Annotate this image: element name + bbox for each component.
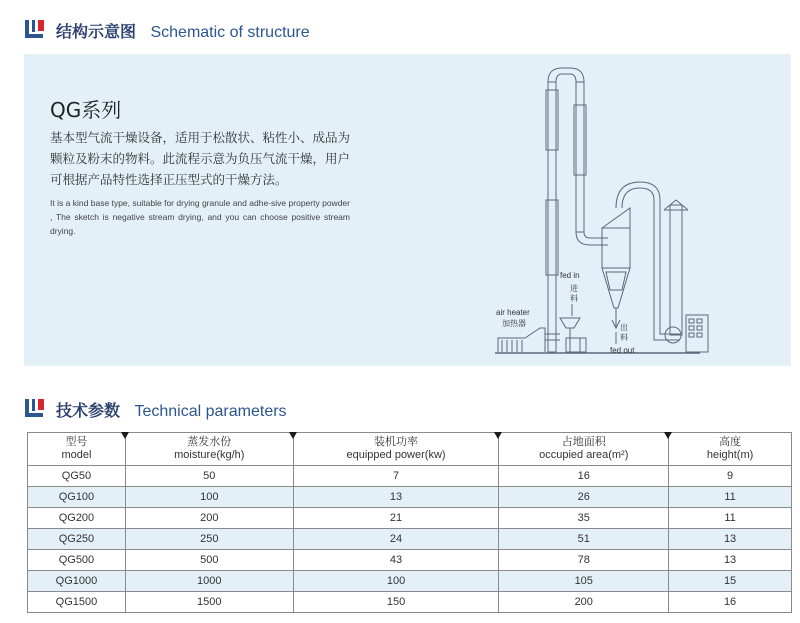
structure-title-en: Schematic of structure <box>150 24 310 41</box>
description-en: It is a kind base type, suitable for drying granule and adhe-sive property powder , The sketch is negative stream drying, and you can choose positive stream drying. <box>50 198 350 236</box>
structure-title-cn: 结构示意图 <box>56 22 137 41</box>
fed-out-label-cn-1: 出 <box>620 323 628 332</box>
cell-height: 15 <box>669 571 792 592</box>
exhaust-stack-shape <box>670 205 682 335</box>
cell-area: 200 <box>499 592 669 613</box>
product-series-title: QG系列 <box>50 98 122 122</box>
cyclone-shape <box>602 208 630 308</box>
cell-area: 51 <box>499 529 669 550</box>
cell-model: QG100 <box>28 487 126 508</box>
column-header-moisture-cn: 蒸发水份 <box>187 436 232 448</box>
cell-power: 100 <box>293 571 499 592</box>
description-cn-line-1: 基本型气流干燥设备，适用于松散状、粘性小、成品为 <box>50 130 351 145</box>
column-header-height <box>669 433 792 466</box>
cell-area: 78 <box>499 550 669 571</box>
air-heater-label-cn: 加热器 <box>502 319 526 328</box>
column-header-model-cn: 型号 <box>65 436 88 448</box>
column-header-model-en: model <box>61 449 92 461</box>
table-row <box>28 508 792 529</box>
column-header-area-en: occupied area(m²) <box>539 449 629 461</box>
cell-moisture: 250 <box>125 529 293 550</box>
cell-model: QG1500 <box>28 592 126 613</box>
cell-model: QG250 <box>28 529 126 550</box>
fed-in-label-en: fed in <box>560 271 580 280</box>
column-header-power <box>293 433 499 466</box>
table-row <box>28 550 792 571</box>
description-cn-line-3: 可根据产品特性选择正压型式的干燥方法。 <box>50 172 288 187</box>
column-header-model <box>28 433 126 466</box>
dryer-flow-diagram <box>490 60 730 365</box>
parameters-section-title <box>56 398 287 421</box>
cell-moisture: 1000 <box>125 571 293 592</box>
table-row <box>28 487 792 508</box>
drying-pipe-shape <box>548 82 556 352</box>
parameters-title-en: Technical parameters <box>134 403 287 420</box>
column-header-moisture <box>125 433 293 466</box>
parameters-title-cn: 技术参数 <box>56 401 121 420</box>
table-header-row <box>28 433 792 466</box>
fed-out-label-en: fed out <box>610 346 635 355</box>
cell-moisture: 100 <box>125 487 293 508</box>
column-header-area <box>499 433 669 466</box>
brand-logo-icon <box>24 18 46 40</box>
cell-area: 35 <box>499 508 669 529</box>
table-row <box>28 529 792 550</box>
table-row <box>28 592 792 613</box>
feed-hopper-shape <box>560 318 580 328</box>
cell-height: 13 <box>669 550 792 571</box>
fed-out-label-cn-2: 料 <box>620 333 628 342</box>
cell-height: 9 <box>669 466 792 487</box>
column-header-height-en: height(m) <box>706 449 754 461</box>
cell-model: QG500 <box>28 550 126 571</box>
cell-power: 7 <box>293 466 499 487</box>
column-header-area-cn: 占地面积 <box>561 436 606 448</box>
structure-section-title <box>56 19 310 42</box>
cell-height: 16 <box>669 592 792 613</box>
fed-in-label-cn-1: 进 <box>570 284 578 293</box>
table-row <box>28 466 792 487</box>
cell-model: QG50 <box>28 466 126 487</box>
cell-power: 24 <box>293 529 499 550</box>
cell-model: QG1000 <box>28 571 126 592</box>
brand-logo-icon-2 <box>24 397 46 419</box>
cell-height: 11 <box>669 487 792 508</box>
air-heater-label-en: air heater <box>496 308 530 317</box>
column-header-power-cn: 装机功率 <box>374 436 419 448</box>
column-header-power-en: equipped power(kw) <box>346 449 446 461</box>
technical-parameters-table <box>27 432 792 613</box>
cell-power: 13 <box>293 487 499 508</box>
cell-moisture: 50 <box>125 466 293 487</box>
cell-area: 105 <box>499 571 669 592</box>
cell-moisture: 200 <box>125 508 293 529</box>
cell-area: 16 <box>499 466 669 487</box>
cell-moisture: 1500 <box>125 592 293 613</box>
cell-power: 43 <box>293 550 499 571</box>
cell-moisture: 500 <box>125 550 293 571</box>
column-header-height-cn: 高度 <box>719 436 742 448</box>
description-cn-line-2: 颗粒及粉末的物料。此流程示意为负压气流干燥，用户 <box>50 151 351 166</box>
cell-model: QG200 <box>28 508 126 529</box>
column-header-moisture-en: moisture(kg/h) <box>174 449 245 461</box>
cell-height: 11 <box>669 508 792 529</box>
cell-power: 21 <box>293 508 499 529</box>
cell-area: 26 <box>499 487 669 508</box>
table-row <box>28 571 792 592</box>
fed-in-label-cn-2: 料 <box>570 294 578 303</box>
cell-power: 150 <box>293 592 499 613</box>
cell-height: 13 <box>669 529 792 550</box>
